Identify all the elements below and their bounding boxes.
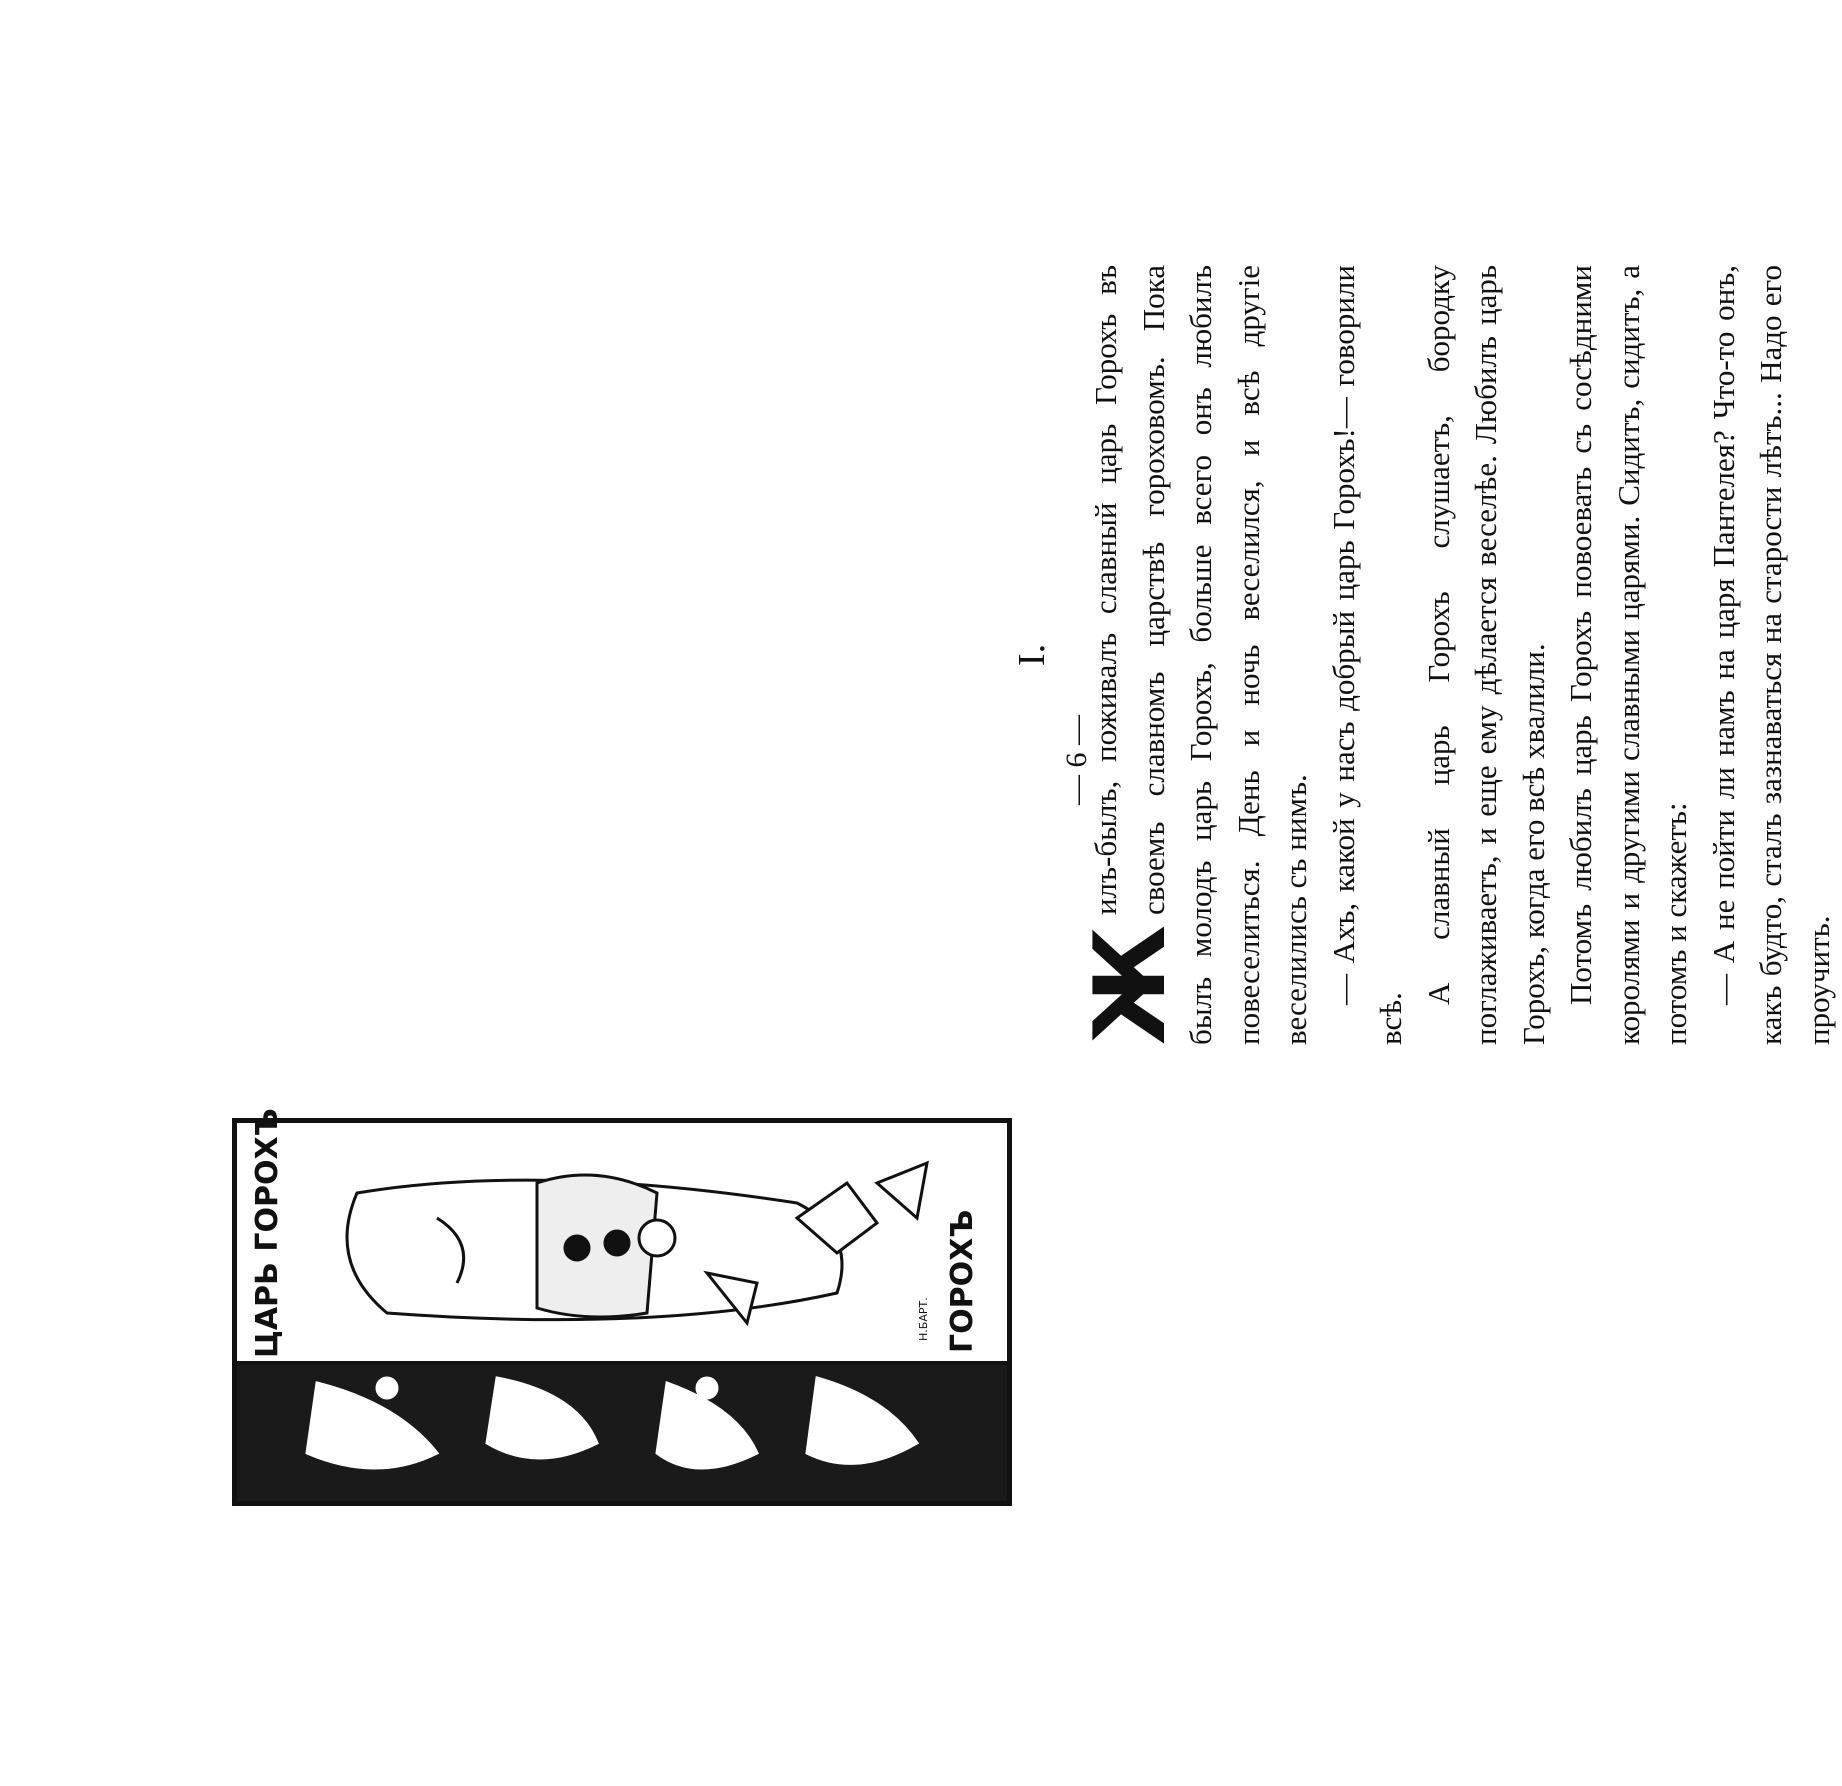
paragraph-1 xyxy=(1074,265,1320,1045)
illustration-panel xyxy=(232,1108,1012,1506)
text-page xyxy=(1010,265,1836,1045)
svg-text:ЦАРЬ ГОРОХЪ: ЦАРЬ ГОРОХЪ xyxy=(250,1108,285,1358)
paragraph-3: А славный царь Горохъ слушаетъ, бородку поглаживаетъ, и еще ему дѣлается веселѣе. Любилъ царь Горохъ, когда его всѣ хвалили. xyxy=(1420,265,1551,1045)
illustration-art xyxy=(237,1108,1007,1501)
svg-text:ГОРОХЪ: ГОРОХЪ xyxy=(945,1209,980,1353)
chapter-number: I. xyxy=(1011,643,1053,667)
title-bottom-lettering xyxy=(250,1108,285,1358)
page-number: — 6 — xyxy=(1060,715,1093,805)
title-top-lettering xyxy=(945,1210,980,1353)
paragraph-1-text: илъ-былъ, поживалъ славный царь Горохъ въ своемъ славномъ царствѣ гороховомъ. Пока былъ молодъ царь Горохъ, больше всего онъ любилъ повеселиться. День и ночь веселился, и всѣ другіе веселились съ нимъ. xyxy=(1088,265,1313,1045)
paragraph-4: Потомъ любилъ царь Горохъ повоевать съ сосѣдними королями и другими славными царями. Сидитъ, сидитъ, а потомъ и скажетъ: xyxy=(1563,265,1693,1045)
artist-signature: Н.БАРТ. xyxy=(917,1297,930,1341)
paragraph-5: — А не пойти ли намъ на царя Пантелея? Что-то онъ, какъ будто, сталъ зазнаваться на старости лѣтъ... Надо его проучить. xyxy=(1705,265,1836,1045)
drop-cap: Ж xyxy=(1074,925,1188,1045)
paragraph-2: — Ахъ, какой у насъ добрый царь Горохъ!— говорили всѣ. xyxy=(1325,265,1408,1045)
